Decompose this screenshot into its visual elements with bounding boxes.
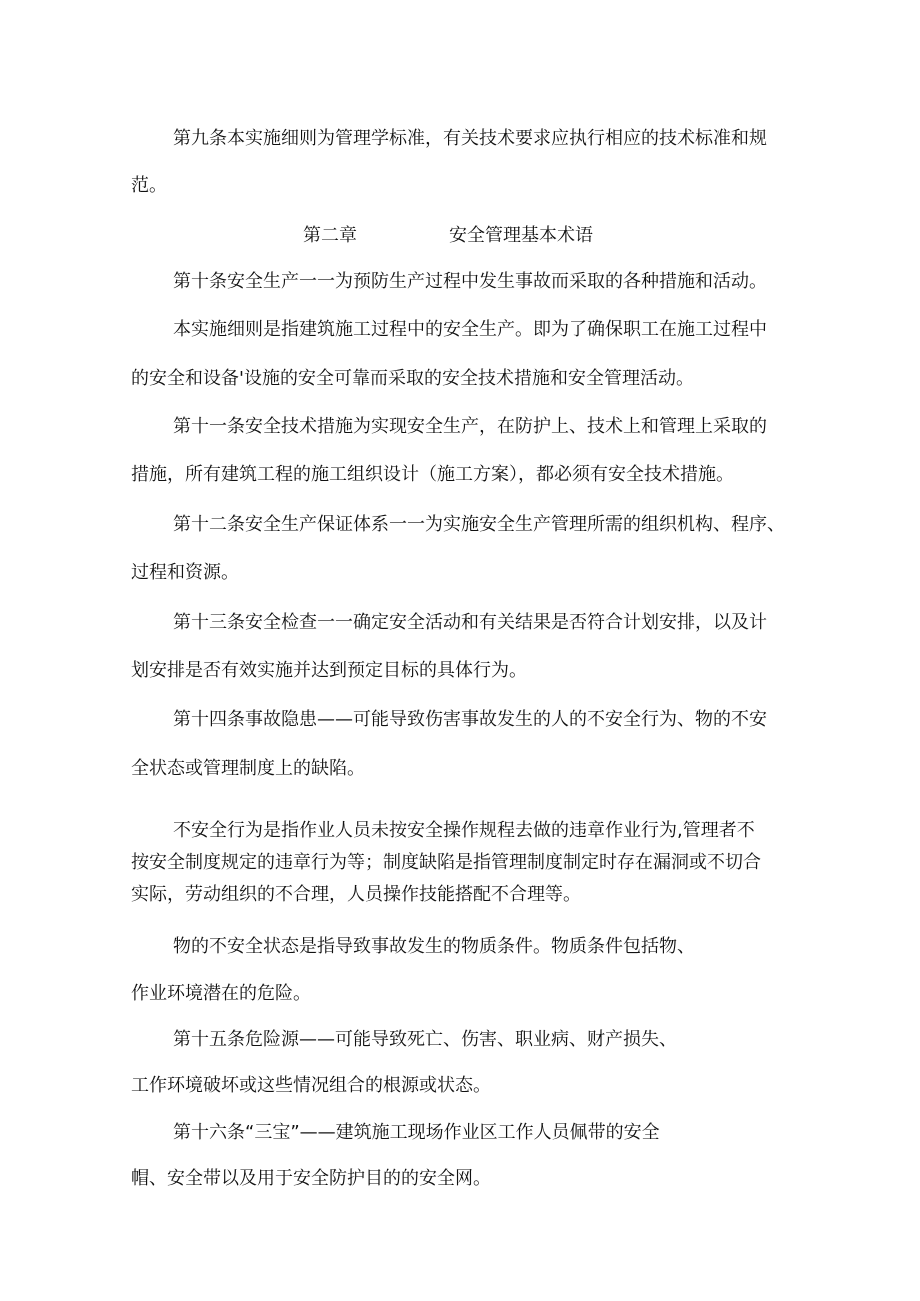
unsafe-behavior-line-1: 不安全行为是指作业人员未按安全操作规程去做的违章作业行为,管理者不	[173, 820, 755, 841]
unsafe-state-line-1: 物的不安全状态是指导致事故发生的物质条件。物质条件包括物、	[173, 936, 695, 957]
article-9-line-1: 第九条本实施细则为管理学标准，有关技术要求应执行相应的技术标准和规	[173, 128, 767, 149]
article-10-note-line-1: 本实施细则是指建筑施工过程中的安全生产。即为了确保职工在施工过程中	[173, 319, 767, 340]
article-10: 第十条安全生产一一为预防生产过程中发生事故而采取的各种措施和活动。	[173, 271, 767, 292]
unsafe-behavior-line-2: 按安全制度规定的违章行为等；制度缺陷是指管理制度制定时存在漏洞或不切合	[131, 852, 761, 873]
article-15-line-2: 工作环境破坏或这些情况组合的根源或状态。	[131, 1075, 491, 1096]
article-12-line-2: 过程和资源。	[131, 562, 239, 583]
article-11-line-1: 第十一条安全技术措施为实现安全生产，在防护上、技术上和管理上采取的	[173, 416, 767, 437]
article-14-line-1: 第十四条事故隐患——可能导致伤害事故发生的人的不安全行为、物的不安	[173, 709, 767, 730]
article-13-line-2: 划安排是否有效实施并达到预定目标的具体行为。	[131, 660, 527, 681]
article-14-line-2: 全状态或管理制度上的缺陷。	[131, 758, 365, 779]
article-11-line-2: 措施，所有建筑工程的施工组织设计（施工方案），都必须有安全技术措施。	[131, 464, 734, 485]
chapter-title: 安全管理基本术语	[449, 225, 593, 246]
article-15-line-1: 第十五条危险源——可能导致死亡、伤害、职业病、财产损失、	[173, 1029, 677, 1050]
article-10-note-line-2: 的安全和设备'设施的安全可靠而采取的安全技术措施和安全管理活动。	[131, 368, 694, 389]
unsafe-behavior-line-3: 实际，劳动组织的不合理，人员操作技能搭配不合理等。	[131, 884, 581, 905]
article-16-line-1: 第十六条“三宝”——建筑施工现场作业区工作人员佩带的安全	[173, 1122, 660, 1143]
chapter-number: 第二章	[303, 225, 357, 246]
article-16-line-2: 帽、安全带以及用于安全防护目的的安全网。	[131, 1168, 491, 1189]
article-12-line-1: 第十二条安全生产保证体系一一为实施安全生产管理所需的组织机构、程序、	[173, 514, 785, 535]
unsafe-state-line-2: 作业环境潜在的危险。	[131, 983, 311, 1004]
article-9-line-2: 范。	[131, 175, 167, 196]
article-13-line-1: 第十三条安全检查一一确定安全活动和有关结果是否符合计划安排，以及计	[173, 612, 767, 633]
